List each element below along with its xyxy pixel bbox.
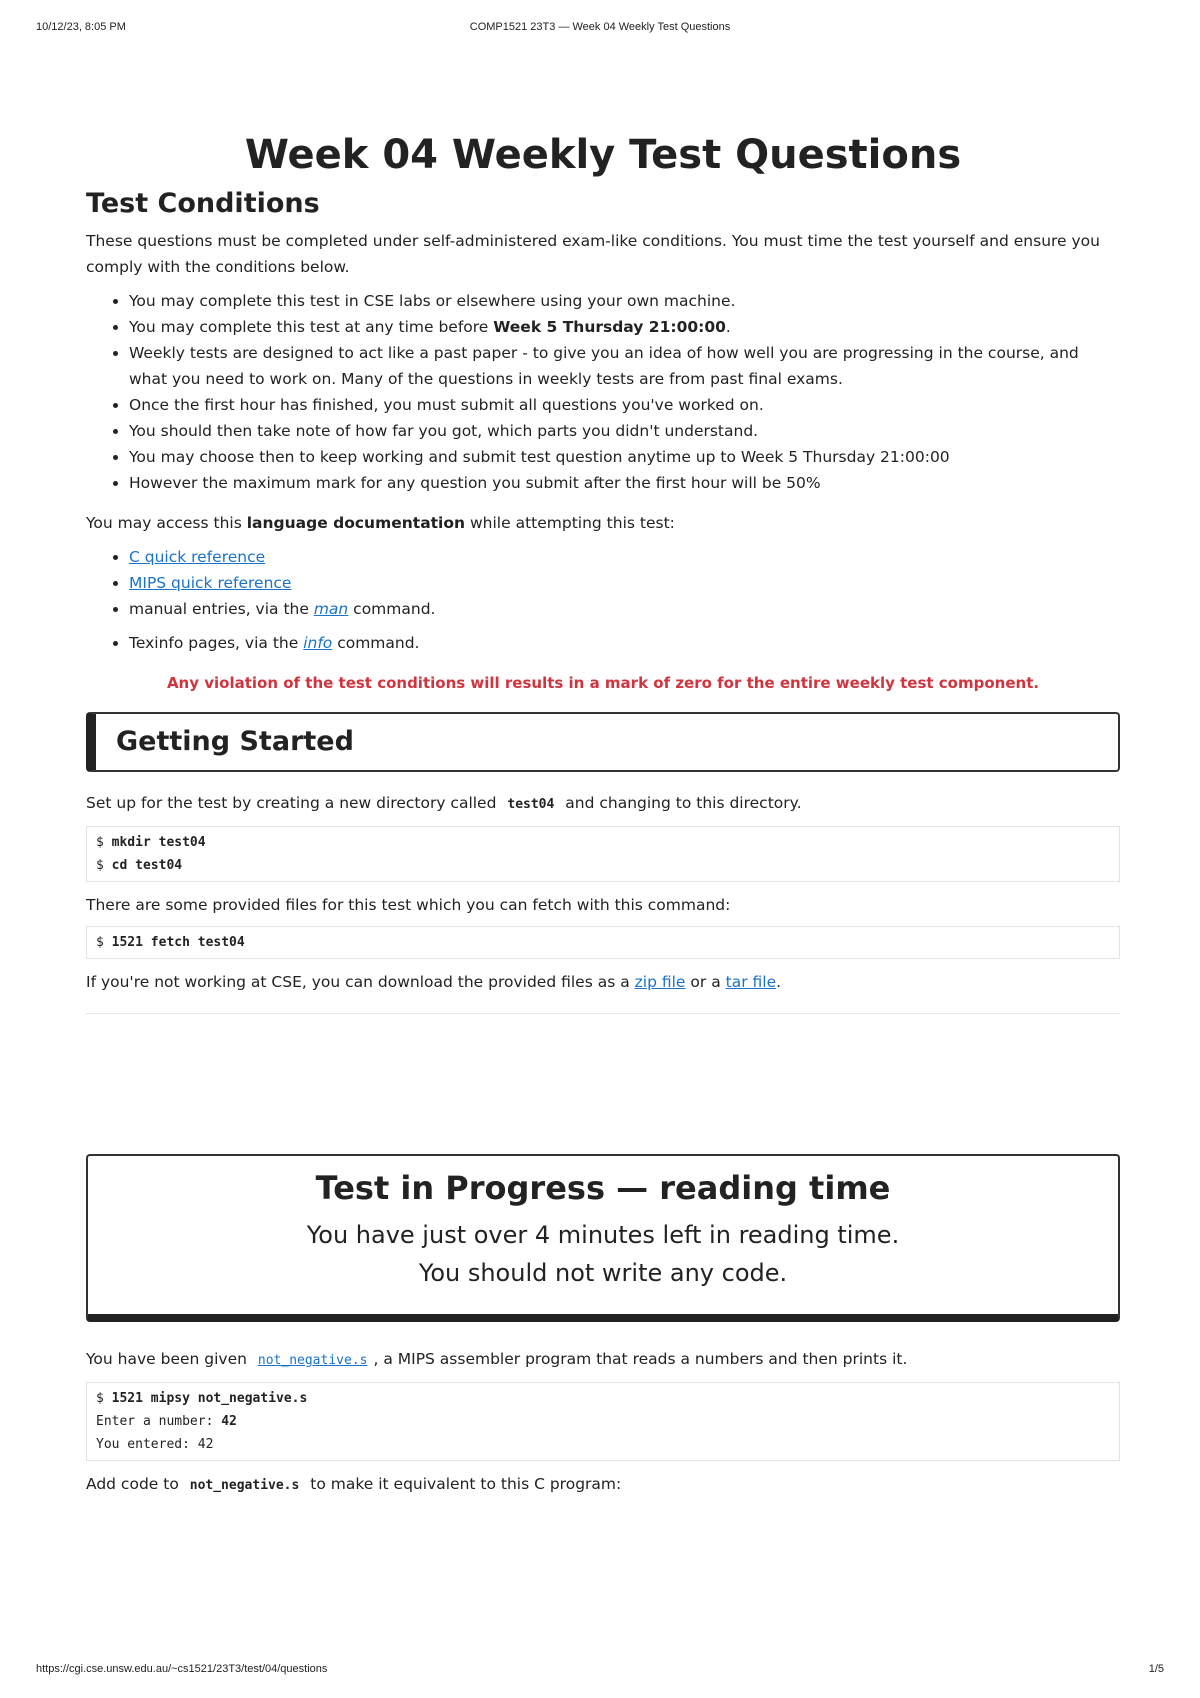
- setup-code: test04: [507, 797, 555, 812]
- list-item: [129, 630, 1120, 656]
- docs-intro-bold: language documentation: [246, 514, 466, 532]
- fetch-intro: There are some provided files for this test which you can fetch with this command:: [86, 896, 731, 914]
- output-label: Enter a number:: [96, 1414, 222, 1429]
- info-after: command.: [332, 634, 420, 652]
- command: 1521 mipsy not_negative.s: [111, 1391, 308, 1406]
- command: 1521 fetch test04: [111, 935, 245, 950]
- setup-terminal: [86, 826, 1120, 882]
- man-after: command.: [348, 600, 436, 618]
- output-input-value: 42: [221, 1414, 237, 1429]
- page-title: Week 04 Weekly Test Questions: [244, 132, 962, 178]
- info-link[interactable]: info: [303, 634, 333, 652]
- list-item: • Once the first hour has finished, you must submit all questions you've worked on.: [129, 392, 1120, 418]
- not-negative-file-link[interactable]: not_negative.s: [257, 1353, 368, 1368]
- zip-file-link[interactable]: zip file: [634, 973, 686, 991]
- add-before: Add code to: [86, 1475, 179, 1493]
- add-file-code: not_negative.s: [189, 1478, 300, 1493]
- man-before: manual entries, via the: [129, 600, 314, 618]
- given-after: , a MIPS assembler program that reads a numbers and then prints it.: [373, 1350, 908, 1368]
- run-terminal: [86, 1382, 1120, 1461]
- deadline-bold: Week 5 Thursday 21:00:00: [493, 318, 726, 336]
- docs-intro-before: You may access this: [86, 514, 247, 532]
- list-item: • Weekly tests are designed to act like a past paper - to give you an idea of how well you are progressing in the course, and what you need to work on. Many of the questions in weekly tests are from past final exams.: [129, 340, 1120, 392]
- test-progress-box: [86, 1154, 1120, 1322]
- add-code-text: [86, 1471, 1120, 1499]
- prompt: $: [96, 1391, 112, 1406]
- list-item: • However the maximum mark for any question you submit after the first hour will be 50%: [129, 470, 1120, 496]
- given-before: You have been given: [86, 1350, 247, 1368]
- list-item: [129, 570, 1120, 596]
- getting-started-heading: Getting Started: [116, 726, 354, 757]
- deadline-end: .: [725, 318, 731, 336]
- print-page-number: 1/5: [1148, 1663, 1164, 1675]
- prompt: $: [96, 935, 112, 950]
- main-content: [86, 120, 1120, 1507]
- c-quick-reference-link[interactable]: C quick reference: [129, 548, 266, 566]
- man-link[interactable]: man: [313, 600, 349, 618]
- violation-warning: Any violation of the test conditions will results in a mark of zero for the entire weekly test component.: [166, 674, 1040, 692]
- deadline-text: You may complete this test at any time before: [129, 318, 494, 336]
- mips-quick-reference-link[interactable]: MIPS quick reference: [129, 574, 292, 592]
- given-text: [86, 1346, 1120, 1374]
- print-header: [36, 21, 1164, 37]
- prompt: $: [96, 835, 112, 850]
- list-item: • You may choose then to keep working and submit test question anytime up to Week 5 Thursday 21:00:00: [129, 444, 1120, 470]
- tar-file-link[interactable]: tar file: [725, 973, 777, 991]
- setup-before: Set up for the test by creating a new directory called: [86, 794, 497, 812]
- getting-started-box: [86, 712, 1120, 772]
- test-conditions-heading: Test Conditions: [86, 188, 320, 219]
- print-footer: [36, 1663, 1164, 1679]
- conditions-list: [86, 288, 1120, 496]
- docs-intro-after: while attempting this test:: [465, 514, 675, 532]
- list-item: • You should then take note of how far you got, which parts you didn't understand.: [129, 418, 1120, 444]
- progress-title: Test in Progress — reading time: [315, 1169, 891, 1207]
- add-after: to make it equivalent to this C program:: [310, 1475, 622, 1493]
- command: cd test04: [111, 858, 183, 873]
- fetch-terminal: [86, 926, 1120, 959]
- setup-after: and changing to this directory.: [565, 794, 802, 812]
- list-item: • You may complete this test in CSE labs or elsewhere using your own machine.: [129, 288, 1120, 314]
- print-datetime: 10/12/23, 8:05 PM: [36, 21, 126, 33]
- command: mkdir test04: [111, 835, 206, 850]
- docs-list: [86, 544, 1120, 656]
- print-title: COMP1521 23T3 — Week 04 Weekly Test Questions: [469, 21, 731, 33]
- list-item: [129, 544, 1120, 570]
- section-divider: [86, 1013, 1120, 1014]
- progress-time-left: You have just over 4 minutes left in reading time.: [306, 1221, 900, 1249]
- output-line: You entered: 42: [96, 1437, 214, 1452]
- info-before: Texinfo pages, via the: [129, 634, 304, 652]
- download-end: .: [776, 973, 782, 991]
- progress-no-code: You should not write any code.: [418, 1259, 788, 1287]
- list-item: [129, 596, 1120, 622]
- docs-intro: [86, 510, 1120, 536]
- setup-text: [86, 790, 1120, 818]
- test-conditions-intro: These questions must be completed under self-administered exam-like conditions. You must time the test yourself and ensure you comply with the conditions below.: [86, 232, 1100, 276]
- download-mid: or a: [685, 973, 726, 991]
- download-before: If you're not working at CSE, you can download the provided files as a: [86, 973, 635, 991]
- prompt: $: [96, 858, 112, 873]
- download-text: [86, 969, 1120, 995]
- list-item: [129, 314, 1120, 340]
- print-url: https://cgi.cse.unsw.edu.au/~cs1521/23T3/test/04/questions: [36, 1663, 328, 1675]
